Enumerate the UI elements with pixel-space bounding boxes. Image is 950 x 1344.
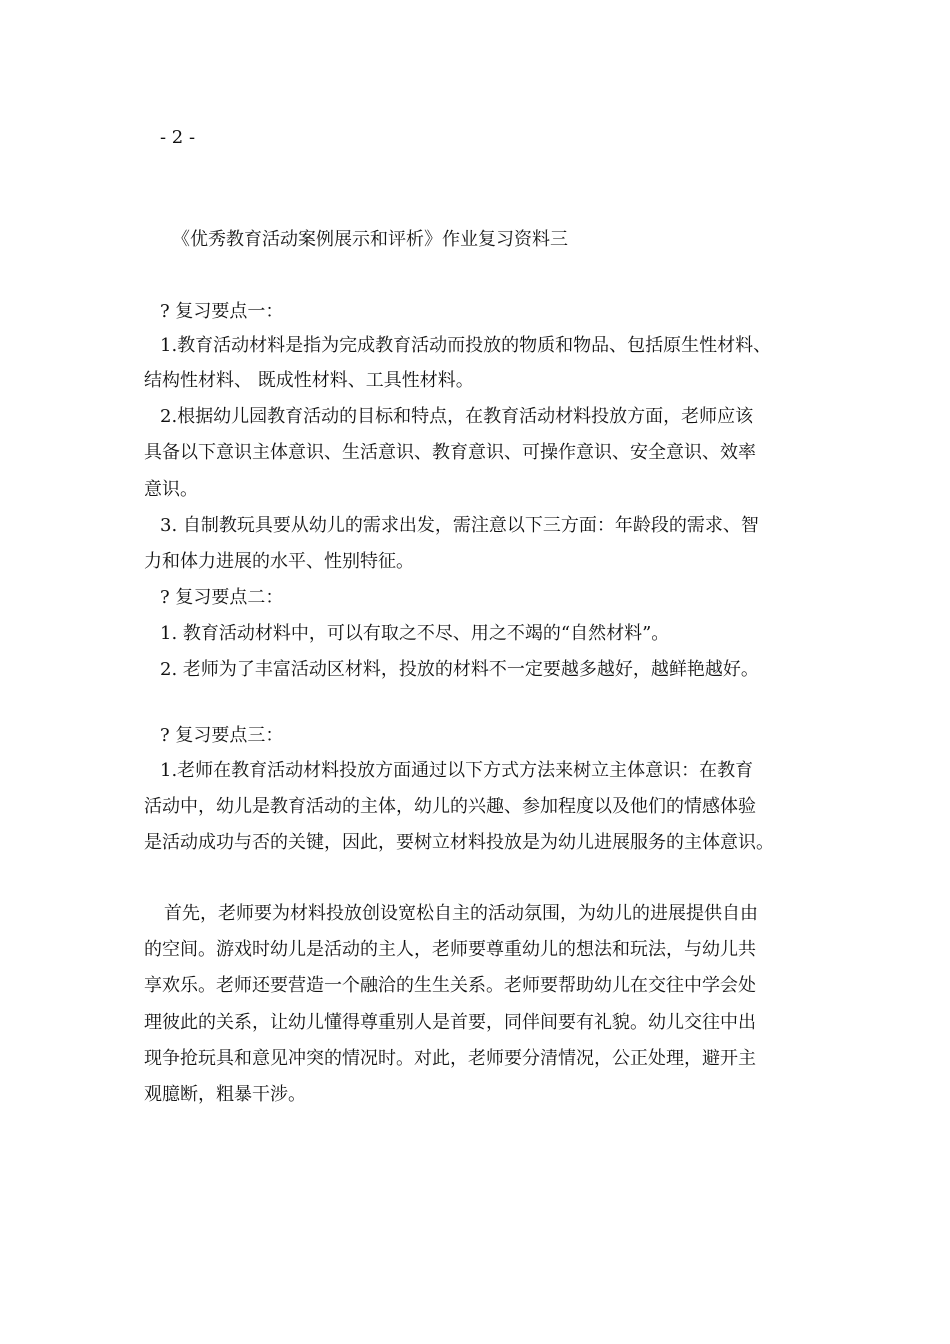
paragraph-line5: 现争抢玩具和意见冲突的情况时。对此，老师要分清情况，公正处理，避开主 (144, 1048, 756, 1069)
paragraph-line2: 的空间。游戏时幼儿是活动的主人，老师要尊重幼儿的想法和玩法，与幼儿共 (144, 939, 756, 960)
section3-item1-line1: 1.老师在教育活动材料投放方面通过以下方式方法来树立主体意识：在教育 (160, 760, 754, 781)
document-title: 《优秀教育活动案例展示和评析》作业复习资料三 (172, 229, 568, 250)
section1-item3-line1: 3. 自制教玩具要从幼儿的需求出发，需注意以下三方面：年龄段的需求、智 (160, 515, 759, 536)
section3-item1-line3: 是活动成功与否的关键，因此，要树立材料投放是为幼儿进展服务的主体意识。 (144, 832, 774, 853)
section1-item3-line2: 力和体力进展的水平、性别特征。 (144, 551, 414, 572)
section3-item1-line2: 活动中，幼儿是教育活动的主体，幼儿的兴趣、参加程度以及他们的情感体验 (144, 796, 756, 817)
paragraph-line6: 观臆断，粗暴干涉。 (144, 1084, 306, 1105)
section2-heading: ? 复习要点二： (160, 587, 284, 608)
paragraph-line1: 首先，老师要为材料投放创设宽松自主的活动氛围，为幼儿的进展提供自由 (164, 903, 758, 924)
paragraph-line4: 理彼此的关系，让幼儿懂得尊重别人是首要，同伴间要有礼貌。幼儿交往中出 (144, 1012, 756, 1033)
section3-heading: ? 复习要点三： (160, 725, 284, 746)
section1-item1-line2: 结构性材料、 既成性材料、工具性材料。 (144, 370, 474, 391)
section1-item2-line1: 2.根据幼儿园教育活动的目标和特点，在教育活动材料投放方面，老师应该 (160, 406, 754, 427)
section1-item1-line1: 1.教育活动材料是指为完成教育活动而投放的物质和物品、包括原生性材料、 (160, 335, 772, 356)
paragraph-line3: 享欢乐。老师还要营造一个融洽的生生关系。老师要帮助幼儿在交往中学会处 (144, 975, 756, 996)
page-number: - 2 - (160, 127, 196, 148)
section1-heading: ? 复习要点一： (160, 301, 284, 322)
section2-item1: 1. 教育活动材料中，可以有取之不尽、用之不竭的“自然材料”。 (160, 623, 670, 644)
section1-item2-line3: 意识。 (144, 479, 198, 500)
section1-item2-line2: 具备以下意识主体意识、生活意识、教育意识、可操作意识、安全意识、效率 (144, 442, 756, 463)
section2-item2: 2. 老师为了丰富活动区材料，投放的材料不一定要越多越好，越鲜艳越好。 (160, 659, 759, 680)
